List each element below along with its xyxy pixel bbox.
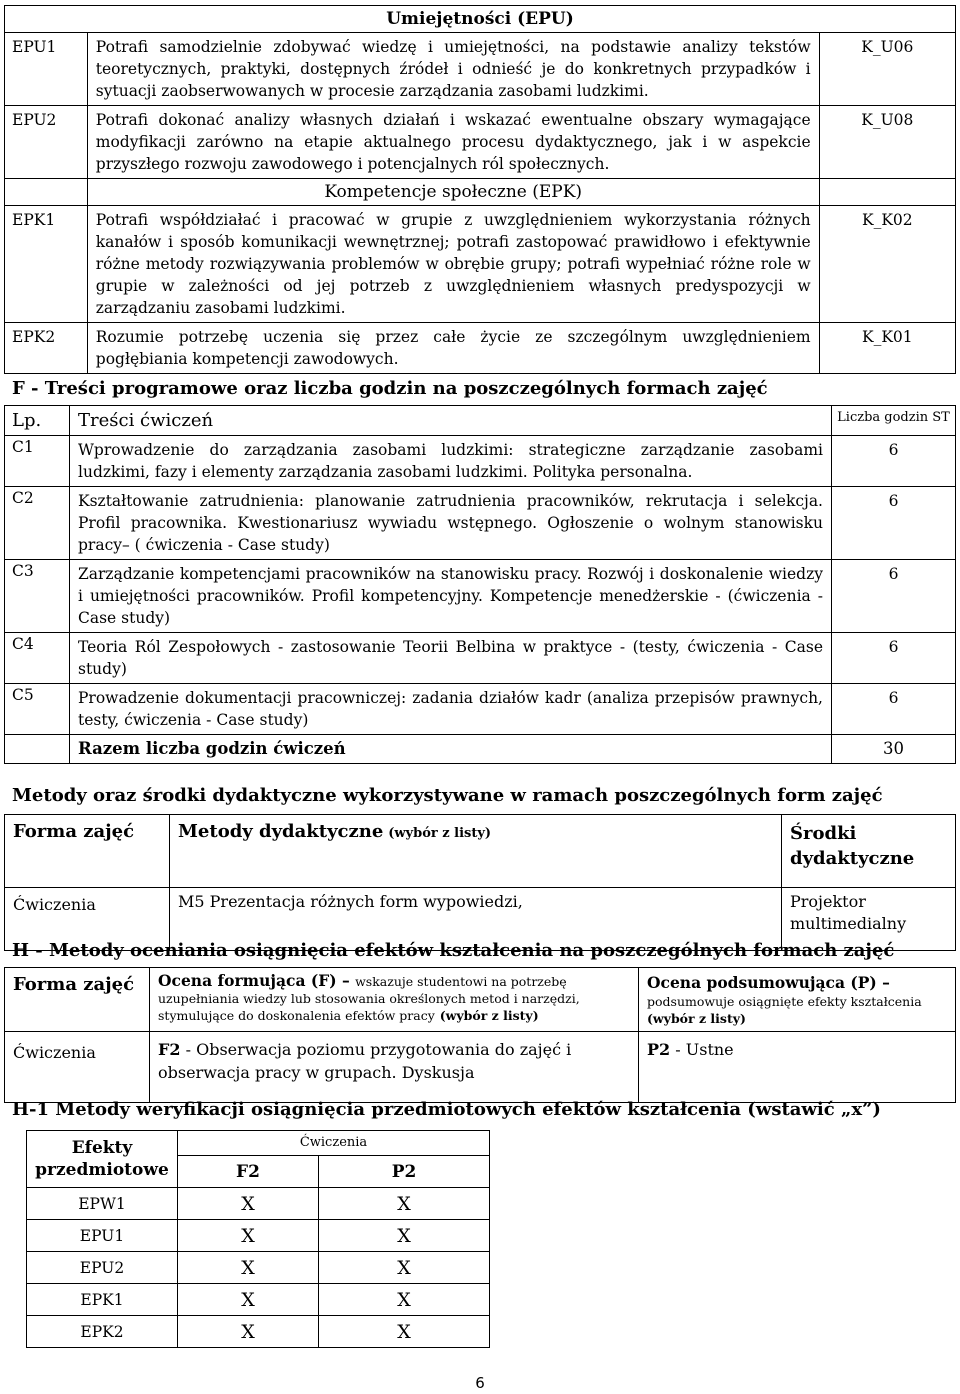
col-group-header: Ćwiczenia: [178, 1131, 490, 1156]
section-h-title: H - Metody oceniania osiągnięcia efektów kształcenia na poszczególnych formach zajęć: [12, 940, 895, 961]
table-row: [5, 684, 956, 735]
row-summative-text: - Ustne: [670, 1040, 734, 1059]
col-summative-desc: podsumowuje osiągnięte efekty kształcenia: [647, 994, 922, 1009]
table-row: [5, 436, 956, 487]
table-row: [5, 323, 956, 374]
row-content: Zarządzanie kompetencjami pracowników na stanowisku pracy. Rozwój i doskonalenie wiedzy i umiejętności pracowników. Profil kompetencyjny. Kompetencje menedżerskie - (ćwiczenia - Case study): [70, 560, 832, 633]
row-p2-mark: X: [319, 1284, 490, 1316]
row-formative-text: - Obserwacja poziomu przygotowania do zajęć i obserwacja pracy w grupach. Dyskusja: [158, 1040, 572, 1082]
col-means-header: Środki dydaktyczne: [790, 823, 915, 869]
table-row: [27, 1220, 490, 1252]
row-f2-mark: X: [178, 1316, 319, 1348]
total-value: 30: [832, 735, 956, 764]
epu-code: EPU1: [5, 33, 88, 106]
epu-description: Potrafi samodzielnie zdobywać wiedzę i umiejętności, na podstawie analizy tekstów teoretycznych, praktyki, dostępnych źródeł i odnieść je do konkretnych przypadków i sytuacji zaobserwowanych w procesie zarządzania zasobami ludzkimi.: [87, 33, 819, 106]
col-lp-header: Lp.: [5, 406, 70, 436]
epk-code: EPK2: [5, 323, 88, 374]
row-effect: EPW1: [27, 1188, 178, 1220]
assessment-table: Forma zajęć Ocena formująca (F) – wskazuje studentowi na potrzebę uzupełniania wiedzy lub stosowania określonych metod i narzędzi, stymulujące do doskonalenia efektów pracy (wybór z listy) Ocena podsumowująca (P) – podsumowuje osiągnięte efekty kształcenia (wybór z listy) Ćwiczenia F2 - Obserwacja poziomu przygotowania do zajęć i obserwacja pracy w grupach. Dyskusja P2 - Ustne: [4, 967, 956, 1103]
epu-description: Potrafi dokonać analizy własnych działań i wskazać ewentualne obszary wymagające modyfikacji zarówno na etapie aktualnego procesu dydaktycznego, jak i w aspekcie przyszłego rozwoju zawodowego i potencjalnych ról społecznych.: [87, 106, 819, 179]
row-effect: EPK2: [27, 1316, 178, 1348]
row-content: Teoria Ról Zespołowych - zastosowanie Teorii Belbina w praktyce - (testy, ćwiczenia - Case study): [70, 633, 832, 684]
row-hours: 6: [832, 684, 956, 735]
row-p2-mark: X: [319, 1316, 490, 1348]
learning-outcomes-table: [4, 5, 956, 374]
program-content-table: [4, 405, 956, 764]
row-f2-mark: X: [178, 1220, 319, 1252]
epk-description: Potrafi współdziałać i pracować w grupie z uwzględnieniem wykorzystania różnych kanałów i sposób komunikacji wewnętrznej; potrafi zastopować prawidłowo i efektywnie różne metody rozwiązywania problemów w obrębie grupy; potrafi wypełniać różne role w grupie w zależności od jej potrzeb z uwzględnieniem własnych predyspozycji w zarządzaniu zasobami ludzkimi.: [87, 206, 819, 323]
section-methods-title: Metody oraz środki dydaktyczne wykorzystywane w ramach poszczególnych form zajęć: [12, 785, 883, 806]
col-form-header: Forma zajęć: [13, 974, 135, 995]
row-lp: C4: [5, 633, 70, 684]
col-formative-title: Ocena formująca (F): [158, 971, 337, 990]
row-content: Prowadzenie dokumentacji pracowniczej: zadania działów kadr (analiza przepisów prawnych, testy, ćwiczenia - Case study): [70, 684, 832, 735]
row-hours: 6: [832, 436, 956, 487]
row-p2-mark: X: [319, 1220, 490, 1252]
row-summative-code: P2: [647, 1040, 671, 1059]
epu-code: EPU2: [5, 106, 88, 179]
col-content-header: Treści ćwiczeń: [70, 406, 832, 436]
row-effect: EPK1: [27, 1284, 178, 1316]
epu-reference: K_U06: [819, 33, 955, 106]
table-row: [27, 1188, 490, 1220]
table-row: [5, 106, 956, 179]
epu-header: Umiejętności (EPU): [5, 6, 956, 33]
epk-header: Kompetencje społeczne (EPK): [87, 179, 819, 206]
verification-table: [26, 1130, 490, 1348]
table-row: [27, 1284, 490, 1316]
col-p2-header: P2: [319, 1156, 490, 1188]
row-methods: M5 Prezentacja różnych form wypowiedzi,: [170, 888, 782, 951]
col-summative-title: Ocena podsumowująca (P) –: [647, 973, 890, 992]
row-f2-mark: X: [178, 1188, 319, 1220]
row-means: Projektor multimedialny: [782, 888, 956, 951]
col-methods-note: (wybór z listy): [388, 826, 492, 841]
row-f2-mark: X: [178, 1284, 319, 1316]
col-methods-header: Metody dydaktyczne: [178, 821, 384, 842]
col-formative-desc: wskazuje studentowi na potrzebę uzupełniania wiedzy lub stosowania określonych metod i narzędzi, stymulujące do doskonalenia efektów pracy: [158, 974, 580, 1023]
col-f2-header: F2: [178, 1156, 319, 1188]
row-effect: EPU2: [27, 1252, 178, 1284]
table-row: [5, 206, 956, 323]
col-effects-header: Efekty przedmiotowe: [27, 1131, 178, 1188]
row-lp: C1: [5, 436, 70, 487]
section-h1-title: H-1 Metody weryfikacji osiągnięcia przedmiotowych efektów kształcenia (wstawić „x”): [12, 1099, 881, 1120]
col-formative-note: (wybór z listy): [439, 1008, 539, 1023]
methods-table: [4, 814, 956, 951]
table-row: [27, 1252, 490, 1284]
row-content: Kształtowanie zatrudnienia: planowanie zatrudnienia pracowników, rekrutacja i selekcja. Profil pracownika. Kwestionariusz wywiadu wstępnego. Ogłoszenie o wolnym stanowisku pracy– ( ćwiczenia - Case study): [70, 487, 832, 560]
total-label: Razem liczba godzin ćwiczeń: [70, 735, 832, 764]
row-lp: C2: [5, 487, 70, 560]
col-summative-note: (wybór z listy): [647, 1011, 746, 1026]
table-row: [5, 560, 956, 633]
row-effect: EPU1: [27, 1220, 178, 1252]
table-row: [5, 633, 956, 684]
page-number: 6: [475, 1374, 485, 1392]
epk-code: EPK1: [5, 206, 88, 323]
row-f2-mark: X: [178, 1252, 319, 1284]
col-form-header: Forma zajęć: [13, 821, 135, 842]
row-content: Wprowadzenie do zarządzania zasobami ludzkimi: strategiczne zarządzanie zasobami ludzkimi, fazy i elementy zarządzania zasobami ludzkimi. Polityka personalna.: [70, 436, 832, 487]
row-hours: 6: [832, 633, 956, 684]
row-hours: 6: [832, 560, 956, 633]
epk-description: Rozumie potrzebę uczenia się przez całe życie ze szczególnym uwzględnieniem pogłębiania kompetencji zawodowych.: [87, 323, 819, 374]
row-lp: C5: [5, 684, 70, 735]
epk-reference: K_K02: [819, 206, 955, 323]
table-row: [27, 1316, 490, 1348]
section-f-title: F - Treści programowe oraz liczba godzin na poszczególnych formach zajęć: [12, 378, 768, 399]
row-p2-mark: X: [319, 1188, 490, 1220]
col-hours-header: Liczba godzin ST: [832, 406, 956, 436]
row-form: Ćwiczenia: [5, 1032, 150, 1103]
total-row: [5, 735, 956, 764]
table-row: [5, 33, 956, 106]
row-formative-code: F2: [158, 1040, 181, 1059]
epu-reference: K_U08: [819, 106, 955, 179]
row-lp: C3: [5, 560, 70, 633]
table-row: [5, 487, 956, 560]
table-row: [5, 1032, 956, 1103]
row-hours: 6: [832, 487, 956, 560]
row-p2-mark: X: [319, 1252, 490, 1284]
row-form: Ćwiczenia: [5, 888, 170, 951]
epk-reference: K_K01: [819, 323, 955, 374]
